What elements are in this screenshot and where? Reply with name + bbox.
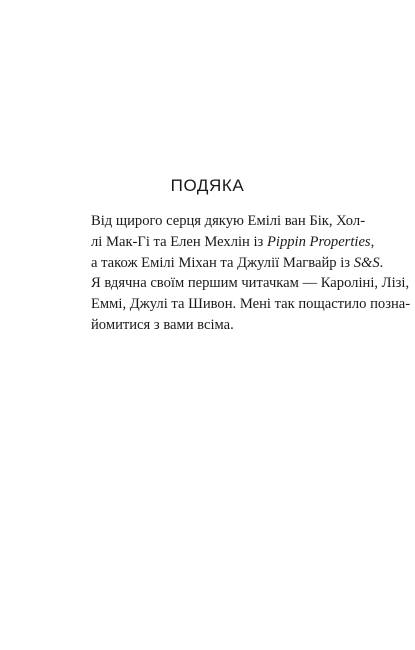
- page-title: ПОДЯКА: [170, 176, 245, 195]
- paragraph-line-3-text: а також Емілі Міхан та Джулії Магвайр із: [91, 254, 354, 271]
- publisher-name: S&S: [353, 254, 380, 271]
- paragraph-line-2: [91, 232, 375, 253]
- paragraph-line-3: [91, 253, 384, 274]
- pippin-properties-name: Pippin Properties: [266, 233, 371, 250]
- paragraph-line-5: Еммі, Джулі та Шивон. Мені так пощастило позна-: [91, 296, 411, 313]
- paragraph-line-1: Від щирого серця дякую Емілі ван Бік, Хол-: [91, 213, 366, 229]
- paragraph-line-4: Я вдячна своїм першим читачкам — Кароліні, Лізі,: [91, 275, 410, 292]
- acknowledgements-paragraph: [91, 211, 411, 336]
- paragraph-line-6: йомитися з вами всіма.: [91, 316, 234, 333]
- paragraph-line-2-text: лі Мак-Гі та Елен Мехлін із: [91, 233, 267, 250]
- paragraph-line-2-punct: ,: [370, 233, 375, 250]
- paragraph-line-3-punct: .: [379, 254, 384, 271]
